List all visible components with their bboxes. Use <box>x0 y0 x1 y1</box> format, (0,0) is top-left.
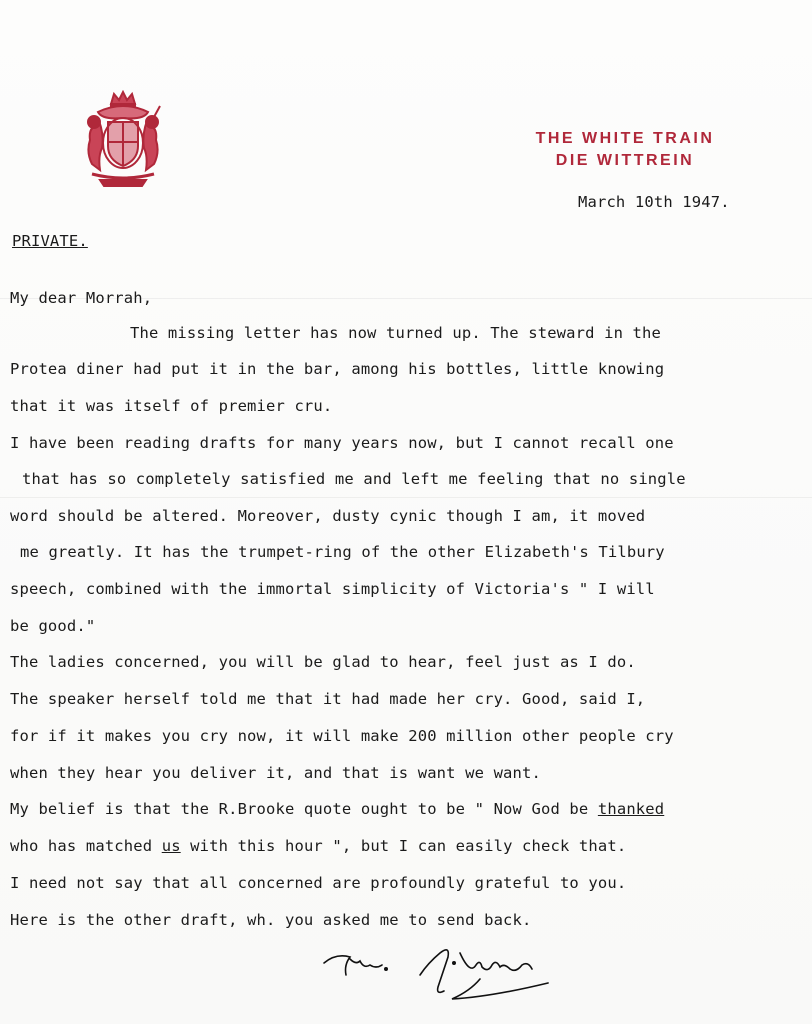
letterhead-title: THE WHITE TRAIN <box>535 130 715 147</box>
body-line: The ladies concerned, you will be glad to hear, feel just as I do. <box>10 653 636 671</box>
royal-coat-of-arms-icon <box>78 90 168 190</box>
body-line: speech, combined with the immortal simplicity of Victoria's " I will <box>10 580 655 598</box>
body-line: for if it makes you cry now, it will make 200 million other people cry <box>10 727 674 745</box>
body-line: I need not say that all concerned are profoundly grateful to you. <box>10 874 627 892</box>
body-text: who has matched <box>10 837 162 855</box>
body-line: The speaker herself told me that it had made her cry. Good, said I, <box>10 690 646 708</box>
body-line: when they hear you deliver it, and that is want we want. <box>10 764 541 782</box>
private-heading: PRIVATE. <box>12 232 88 250</box>
body-line: be good." <box>10 617 96 635</box>
body-line: Here is the other draft, wh. you asked me to send back. <box>10 911 532 929</box>
body-line: word should be altered. Moreover, dusty cynic though I am, it moved <box>10 507 646 525</box>
body-line <box>10 800 664 818</box>
letterhead <box>500 128 750 172</box>
paper-fold-line <box>0 497 812 498</box>
handwritten-signature <box>320 935 560 1015</box>
body-line: that has so completely satisfied me and left me feeling that no single <box>22 470 686 488</box>
body-line <box>10 837 626 855</box>
body-line: Protea diner had put it in the bar, among his bottles, little knowing <box>10 360 665 378</box>
underlined-word: thanked <box>597 800 665 818</box>
salutation: My dear Morrah, <box>10 289 153 307</box>
body-line: I have been reading drafts for many years now, but I cannot recall one <box>10 434 674 452</box>
body-text: My belief is that the R.Brooke quote ought to be " Now God be <box>10 800 598 818</box>
body-text: with this hour ", but I can easily check that. <box>180 837 627 855</box>
letter-date: March 10th 1947. <box>578 193 730 211</box>
letterhead-subtitle: DIE WITTREIN <box>555 152 695 169</box>
underlined-word: us <box>161 837 181 855</box>
body-line: The missing letter has now turned up. The steward in the <box>130 324 661 342</box>
body-line: me greatly. It has the trumpet-ring of the other Elizabeth's Tilbury <box>20 543 665 561</box>
body-line: that it was itself of premier cru. <box>10 397 333 415</box>
